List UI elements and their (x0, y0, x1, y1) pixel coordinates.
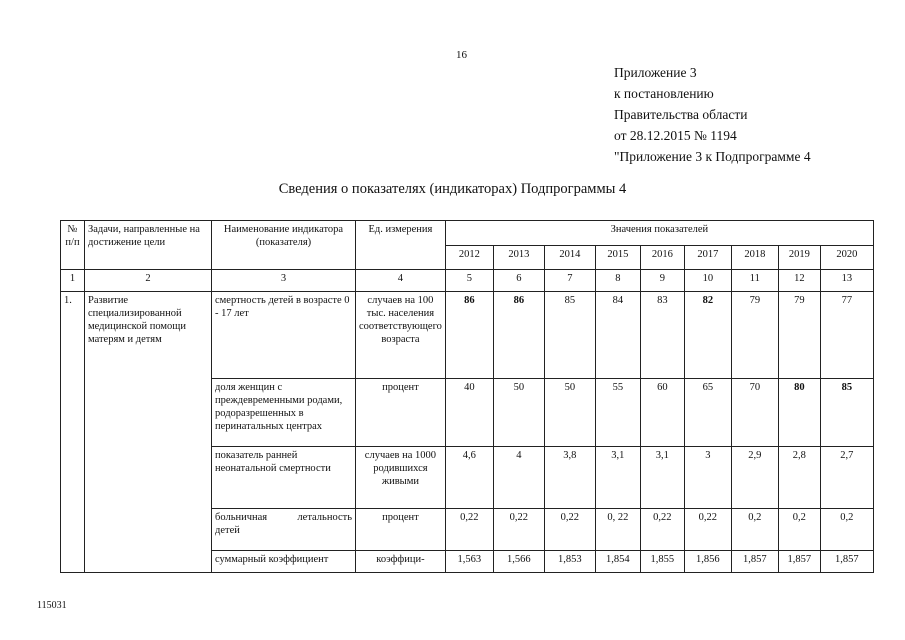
indicator-line: детей (215, 525, 240, 536)
value-cell: 55 (595, 379, 640, 447)
value-cell: 1,856 (684, 551, 731, 573)
col-number: 13 (820, 270, 873, 292)
value-cell: 0,22 (445, 509, 493, 551)
col-number: 4 (356, 270, 446, 292)
appendix-line: к постановлению (614, 86, 714, 101)
value-cell: 77 (820, 292, 873, 379)
value-cell: 82 (684, 292, 731, 379)
year-cell: 2018 (731, 246, 778, 270)
col-number: 5 (445, 270, 493, 292)
col-number: 12 (778, 270, 820, 292)
header-row (61, 221, 874, 246)
value-cell: 2,7 (820, 447, 873, 509)
indicator-name: суммарный коэффициент (212, 551, 356, 573)
value-cell: 3,1 (595, 447, 640, 509)
header-tasks: Задачи, направленные на достижение цели (85, 221, 212, 270)
value-cell: 2,9 (731, 447, 778, 509)
value-cell: 2,8 (778, 447, 820, 509)
value-cell: 1,566 (493, 551, 544, 573)
value-cell: 0, 22 (595, 509, 640, 551)
value-cell: 84 (595, 292, 640, 379)
value-cell: 40 (445, 379, 493, 447)
indicator-unit: процент (356, 379, 446, 447)
page-number: 16 (456, 49, 467, 61)
appendix-line: "Приложение 3 к Подпрограмме 4 (614, 149, 811, 164)
col-number: 7 (544, 270, 595, 292)
header-indicator: Наименование индикатора (показателя) (212, 221, 356, 270)
year-cell: 2014 (544, 246, 595, 270)
col-number: 9 (640, 270, 684, 292)
value-cell: 1,857 (778, 551, 820, 573)
year-cell: 2015 (595, 246, 640, 270)
indicator-word: летальность (297, 512, 352, 523)
value-cell: 50 (544, 379, 595, 447)
value-cell: 85 (544, 292, 595, 379)
indicator-unit: процент (356, 509, 446, 551)
appendix-line: Правительства области (614, 107, 748, 122)
document-title: Сведения о показателях (индикаторах) Подпрограммы 4 (278, 181, 627, 197)
col-number: 11 (731, 270, 778, 292)
value-cell: 1,854 (595, 551, 640, 573)
value-cell: 60 (640, 379, 684, 447)
year-cell: 2016 (640, 246, 684, 270)
year-cell: 2012 (445, 246, 493, 270)
value-cell: 65 (684, 379, 731, 447)
value-cell: 1,563 (445, 551, 493, 573)
value-cell: 1,857 (731, 551, 778, 573)
table-row (61, 292, 874, 379)
value-cell: 0,2 (778, 509, 820, 551)
col-number: 1 (61, 270, 85, 292)
value-cell: 0,22 (684, 509, 731, 551)
indicator-unit: случаев на 1000 родившихся живыми (356, 447, 446, 509)
indicator-unit: коэффици- (356, 551, 446, 573)
col-number: 10 (684, 270, 731, 292)
year-cell: 2017 (684, 246, 731, 270)
value-cell: 3,8 (544, 447, 595, 509)
appendix-line: от 28.12.2015 № 1194 (614, 128, 737, 143)
header-unit: Ед. измерения (356, 221, 446, 270)
value-cell: 86 (445, 292, 493, 379)
value-cell: 1,857 (820, 551, 873, 573)
col-number: 3 (212, 270, 356, 292)
value-cell: 79 (731, 292, 778, 379)
indicator-name: доля женщин с преждевременными родами, родоразрешенных в перинатальных центрах (212, 379, 356, 447)
value-cell: 85 (820, 379, 873, 447)
appendix-line: Приложение 3 (614, 65, 697, 80)
value-cell: 50 (493, 379, 544, 447)
indicator-name (212, 509, 356, 551)
value-cell: 86 (493, 292, 544, 379)
value-cell: 1,853 (544, 551, 595, 573)
section-task: Развитие специализированной медицинской помощи матерям и детям (85, 292, 212, 573)
indicator-name: смертность детей в возрасте 0 - 17 лет (212, 292, 356, 379)
value-cell: 4 (493, 447, 544, 509)
col-number: 2 (85, 270, 212, 292)
value-cell: 0,2 (731, 509, 778, 551)
value-cell: 0,22 (493, 509, 544, 551)
indicators-table (60, 220, 874, 573)
value-cell: 80 (778, 379, 820, 447)
header-values: Значения показателей (445, 221, 873, 246)
value-cell: 3,1 (640, 447, 684, 509)
section-number: 1. (61, 292, 85, 573)
col-number: 8 (595, 270, 640, 292)
appendix-reference (614, 62, 811, 167)
value-cell: 3 (684, 447, 731, 509)
value-cell: 4,6 (445, 447, 493, 509)
column-numbers-row (61, 270, 874, 292)
indicator-unit: случаев на 100 тыс. населения соответствующего возраста (356, 292, 446, 379)
value-cell: 0,22 (544, 509, 595, 551)
value-cell: 1,855 (640, 551, 684, 573)
year-cell: 2020 (820, 246, 873, 270)
indicator-word: больничная (215, 512, 268, 523)
header-num: № п/п (61, 221, 85, 270)
value-cell: 0,22 (640, 509, 684, 551)
col-number: 6 (493, 270, 544, 292)
value-cell: 83 (640, 292, 684, 379)
value-cell: 70 (731, 379, 778, 447)
value-cell: 0,2 (820, 509, 873, 551)
value-cell: 79 (778, 292, 820, 379)
indicator-name: показатель ранней неонатальной смертности (212, 447, 356, 509)
year-cell: 2013 (493, 246, 544, 270)
footer-code: 115031 (37, 600, 67, 611)
year-cell: 2019 (778, 246, 820, 270)
